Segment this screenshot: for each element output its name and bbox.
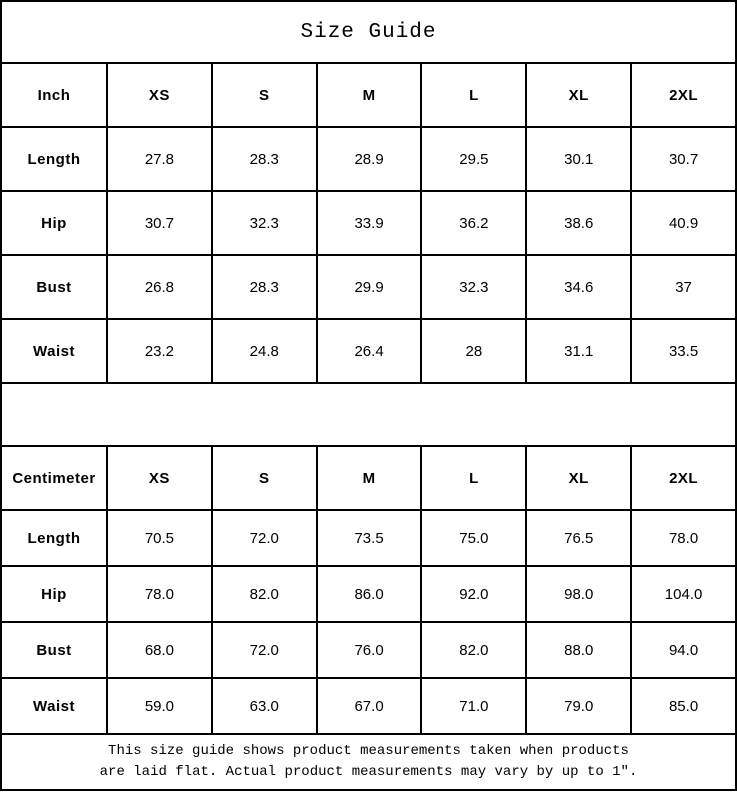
measurement-value: 33.5 (631, 319, 736, 383)
measurement-value: 29.5 (421, 127, 526, 191)
measurement-value: 86.0 (317, 566, 422, 622)
measurement-value: 24.8 (212, 319, 317, 383)
measurement-value: 75.0 (421, 510, 526, 566)
measurement-value: 40.9 (631, 191, 736, 255)
measurement-value: 94.0 (631, 622, 736, 678)
measurement-value: 26.8 (107, 255, 212, 319)
measurement-value: 70.5 (107, 510, 212, 566)
measurement-label: Length (1, 127, 107, 191)
measurement-value: 31.1 (526, 319, 631, 383)
size-header-m: M (317, 63, 422, 127)
measurement-value: 85.0 (631, 678, 736, 734)
measurement-value: 30.1 (526, 127, 631, 191)
measurement-value: 104.0 (631, 566, 736, 622)
footer-note-line1: This size guide shows product measurements taken when products (108, 743, 629, 759)
unit-header-inch: Inch (1, 63, 107, 127)
measurement-value: 28 (421, 319, 526, 383)
footer-note (1, 734, 736, 790)
measurement-label: Bust (1, 255, 107, 319)
centimeter-header-row (1, 446, 736, 510)
size-header-xs: XS (107, 446, 212, 510)
size-header-l: L (421, 63, 526, 127)
measurement-value: 36.2 (421, 191, 526, 255)
measurement-value: 79.0 (526, 678, 631, 734)
size-header-2xl: 2XL (631, 63, 736, 127)
table-row (1, 510, 736, 566)
table-row (1, 191, 736, 255)
measurement-value: 38.6 (526, 191, 631, 255)
measurement-value: 88.0 (526, 622, 631, 678)
measurement-value: 29.9 (317, 255, 422, 319)
measurement-label: Bust (1, 622, 107, 678)
footer-row (1, 734, 736, 790)
measurement-label: Hip (1, 566, 107, 622)
title-row (1, 1, 736, 63)
measurement-label: Waist (1, 319, 107, 383)
measurement-value: 68.0 (107, 622, 212, 678)
size-header-2xl: 2XL (631, 446, 736, 510)
measurement-value: 82.0 (421, 622, 526, 678)
measurement-value: 30.7 (107, 191, 212, 255)
measurement-value: 76.5 (526, 510, 631, 566)
measurement-value: 27.8 (107, 127, 212, 191)
measurement-value: 73.5 (317, 510, 422, 566)
measurement-value: 59.0 (107, 678, 212, 734)
measurement-value: 30.7 (631, 127, 736, 191)
footer-note-line2: are laid flat. Actual product measurements may vary by up to 1″. (99, 764, 638, 780)
measurement-value: 98.0 (526, 566, 631, 622)
table-row (1, 127, 736, 191)
measurement-value: 32.3 (421, 255, 526, 319)
measurement-value: 32.3 (212, 191, 317, 255)
table-row (1, 678, 736, 734)
table-row (1, 319, 736, 383)
measurement-label: Waist (1, 678, 107, 734)
measurement-value: 26.4 (317, 319, 422, 383)
measurement-value: 63.0 (212, 678, 317, 734)
measurement-value: 78.0 (107, 566, 212, 622)
measurement-value: 28.3 (212, 127, 317, 191)
measurement-value: 33.9 (317, 191, 422, 255)
size-header-l: L (421, 446, 526, 510)
measurement-value: 37 (631, 255, 736, 319)
size-header-s: S (212, 63, 317, 127)
unit-header-centimeter: Centimeter (1, 446, 107, 510)
measurement-value: 92.0 (421, 566, 526, 622)
spacer-row (1, 383, 736, 446)
spacer-cell (1, 383, 736, 446)
table-row (1, 622, 736, 678)
measurement-value: 76.0 (317, 622, 422, 678)
measurement-value: 72.0 (212, 622, 317, 678)
size-header-xl: XL (526, 63, 631, 127)
size-header-xl: XL (526, 446, 631, 510)
measurement-label: Hip (1, 191, 107, 255)
measurement-label: Length (1, 510, 107, 566)
table-row (1, 255, 736, 319)
measurement-value: 34.6 (526, 255, 631, 319)
measurement-value: 28.3 (212, 255, 317, 319)
table-row (1, 566, 736, 622)
measurement-value: 82.0 (212, 566, 317, 622)
measurement-value: 67.0 (317, 678, 422, 734)
measurement-value: 71.0 (421, 678, 526, 734)
page-title: Size Guide (1, 1, 736, 63)
measurement-value: 78.0 (631, 510, 736, 566)
size-header-xs: XS (107, 63, 212, 127)
inch-header-row (1, 63, 736, 127)
measurement-value: 28.9 (317, 127, 422, 191)
size-header-m: M (317, 446, 422, 510)
measurement-value: 23.2 (107, 319, 212, 383)
size-header-s: S (212, 446, 317, 510)
measurement-value: 72.0 (212, 510, 317, 566)
